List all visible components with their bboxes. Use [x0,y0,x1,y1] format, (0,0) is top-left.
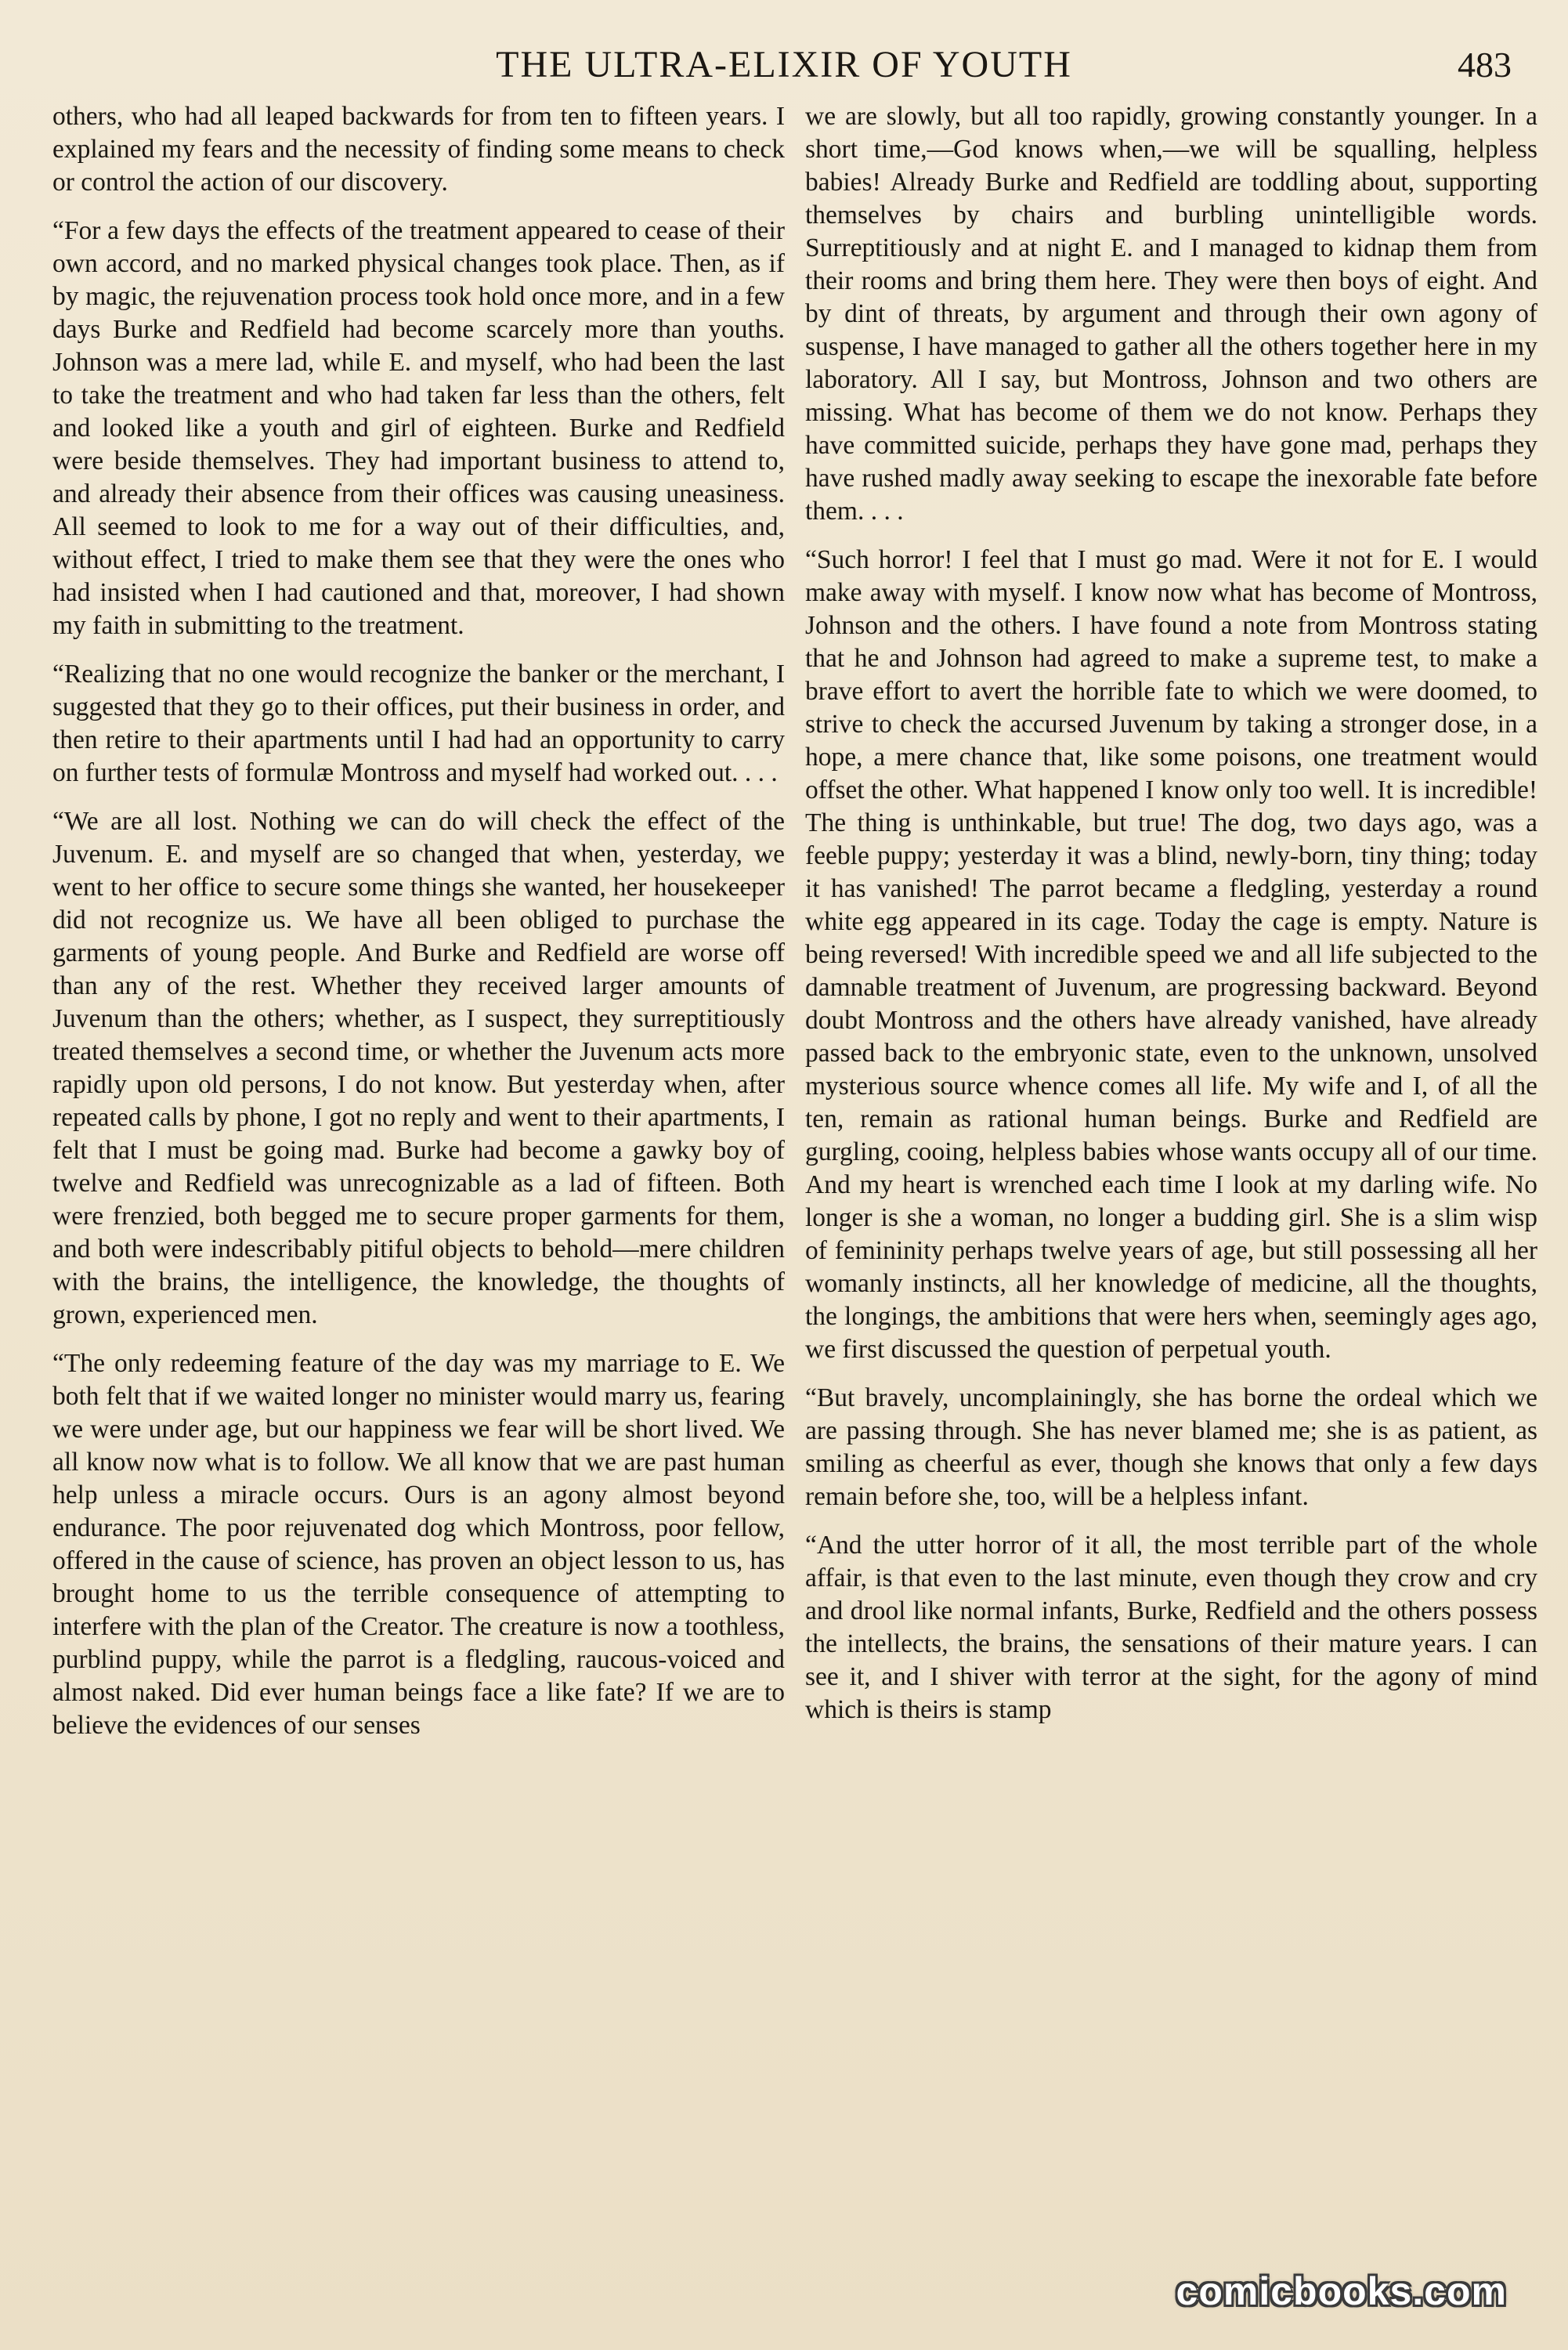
paragraph: “Such horror! I feel that I must go mad. Were it not for E. I would make away with myself. I know now what has become of Montross, Johnson and the others. I have found a note from Montross stating that he and Johnson had agreed to make a supreme test, to make a brave effort to avert the horrible fate to which we were doomed, to strive to check the accursed Juvenum by taking a stronger dose, in a hope, a mere chance that, like some poisons, one treatment would offset the other. What happened I know only too well. It is incredible! The thing is unthinkable, but true! The dog, two days ago, was a feeble puppy; yesterday it was a blind, newly-born, tiny thing; today it has vanished! The parrot became a fledgling, yesterday a round white egg appeared in its cage. Today the cage is empty. Nature is being reversed! With incredible speed we and all life subjected to the damnable treatment of Juvenum, are progressing backward. Beyond doubt Montross and the others have already vanished, have already passed back to the embryonic state, even to the unknown, unsolved mysterious source whence comes all life. My wife and I, of all the ten, remain as rational human beings. Burke and Redfield are gurgling, cooing, helpless babies whose wants occupy all of our time. And my heart is wrenched each time I look at my darling wife. No longer is she a woman, no longer a budding girl. She is a slim wisp of femininity perhaps twelve years of age, but still possessing all her womanly instincts, all her knowledge of medicine, all the thoughts, the longings, the ambitions that were hers when, seemingly ages ago, we first discussed the question of perpetual youth. [805,545,1537,1364]
page-title: THE ULTRA-ELIXIR OF YOUTH [496,44,1072,85]
left-column [52,100,785,2317]
right-column [805,100,1537,2317]
paragraph: “The only redeeming feature of the day was my marriage to E. We both felt that if we waited longer no minister would marry us, fearing we were under age, but our happiness we fear will be short lived. We all know now what is to follow. We all know that we are past human help unless a miracle occurs. Ours is an agony almost beyond endurance. The poor rejuvenated dog which Montross, poor fellow, offered in the cause of science, has proven an object lesson to us, has brought home to us the terrible consequence of attempting to interfere with the plan of the Creator. The creature is now a toothless, purblind puppy, while the parrot is a fledgling, raucous-voiced and almost naked. Did ever human beings face a like fate? If we are to believe the evidences of our senses [52,1349,785,1740]
paragraph: “We are all lost. Nothing we can do will check the effect of the Juvenum. E. and myself are so changed that when, yesterday, we went to her office to secure some things she wanted, her housekeeper did not recognize us. We have all been obliged to purchase the garments of young people. And Burke and Redfield are worse off than any of the rest. Whether they received larger amounts of Juvenum than the others; whether, as I suspect, they surreptitiously treated themselves a second time, or whether the Juvenum acts more rapidly upon old persons, I do not know. But yesterday when, after repeated calls by phone, I got no reply and went to their apartments, I felt that I must be going mad. Burke had become a gawky boy of twelve and Redfield was unrecognizable as a lad of fifteen. Both were frenzied, both begged me to secure proper garments for them, and both were indescribably pitiful objects to behold—mere children with the brains, the intelligence, the knowledge, the thoughts of grown, experienced men. [52,807,785,1329]
page-number: 483 [1458,45,1512,85]
watermark-logo: comicbooks.com [1176,2269,1507,2313]
paragraph: “Realizing that no one would recognize the banker or the merchant, I suggested that they go to their offices, put their business in order, and then retire to their apartments until I had had an opportunity to carry on further tests of formulæ Montross and myself had worked out. . . . [52,660,785,787]
paragraph: “For a few days the effects of the treatment appeared to cease of their own accord, and no marked physical changes took place. Then, as if by magic, the rejuvenation process took hold once more, and in a few days Burke and Redfield had become scarcely more than youths. Johnson was a mere lad, while E. and myself, who had been the last to take the treatment and who had taken far less than the others, felt and looked like a youth and girl of eighteen. Burke and Redfield were beside themselves. They had important business to attend to, and already their absence from their offices was causing uneasiness. All seemed to look to me for a way out of their difficulties, and, without effect, I tried to make them see that they were the ones who had insisted when I had cautioned and that, moreover, I had shown my faith in submitting to the treatment. [52,216,785,640]
paragraph: we are slowly, but all too rapidly, growing constantly younger. In a short time,—God knows when,—we will be squalling, helpless babies! Already Burke and Redfield are toddling about, supporting themselves by chairs and burbling unintelligible words. Surreptitiously and at night E. and I managed to kidnap them from their rooms and bring them here. They were then boys of eight. And by dint of threats, by argument and through their own agony of suspense, I have managed to gather all the others together here in my laboratory. All I say, but Montross, Johnson and two others are missing. What has become of them we do not know. Perhaps they have committed suicide, perhaps they have gone mad, perhaps they have rushed madly away seeking to escape the inexorable fate before them. . . . [805,102,1537,526]
paragraph: “But bravely, uncomplainingly, she has borne the ordeal which we are passing through. She has never blamed me; she is as patient, as smiling as cheerful as ever, though she knows that only a few days remain before she, too, will be a helpless infant. [805,1383,1537,1511]
paragraph: “And the utter horror of it all, the most terrible part of the whole affair, is that even to the last minute, even though they crow and cry and drool like normal infants, Burke, Redfield and the others possess the intellects, the brains, the sensations of their mature years. I can see it, and I shiver with terror at the sight, for the agony of mind which is theirs is stamp [805,1531,1537,1724]
running-head [0,38,1568,92]
paragraph: others, who had all leaped backwards for from ten to fifteen years. I explained my fears and the necessity of finding some means to check or control the action of our discovery. [52,102,785,197]
